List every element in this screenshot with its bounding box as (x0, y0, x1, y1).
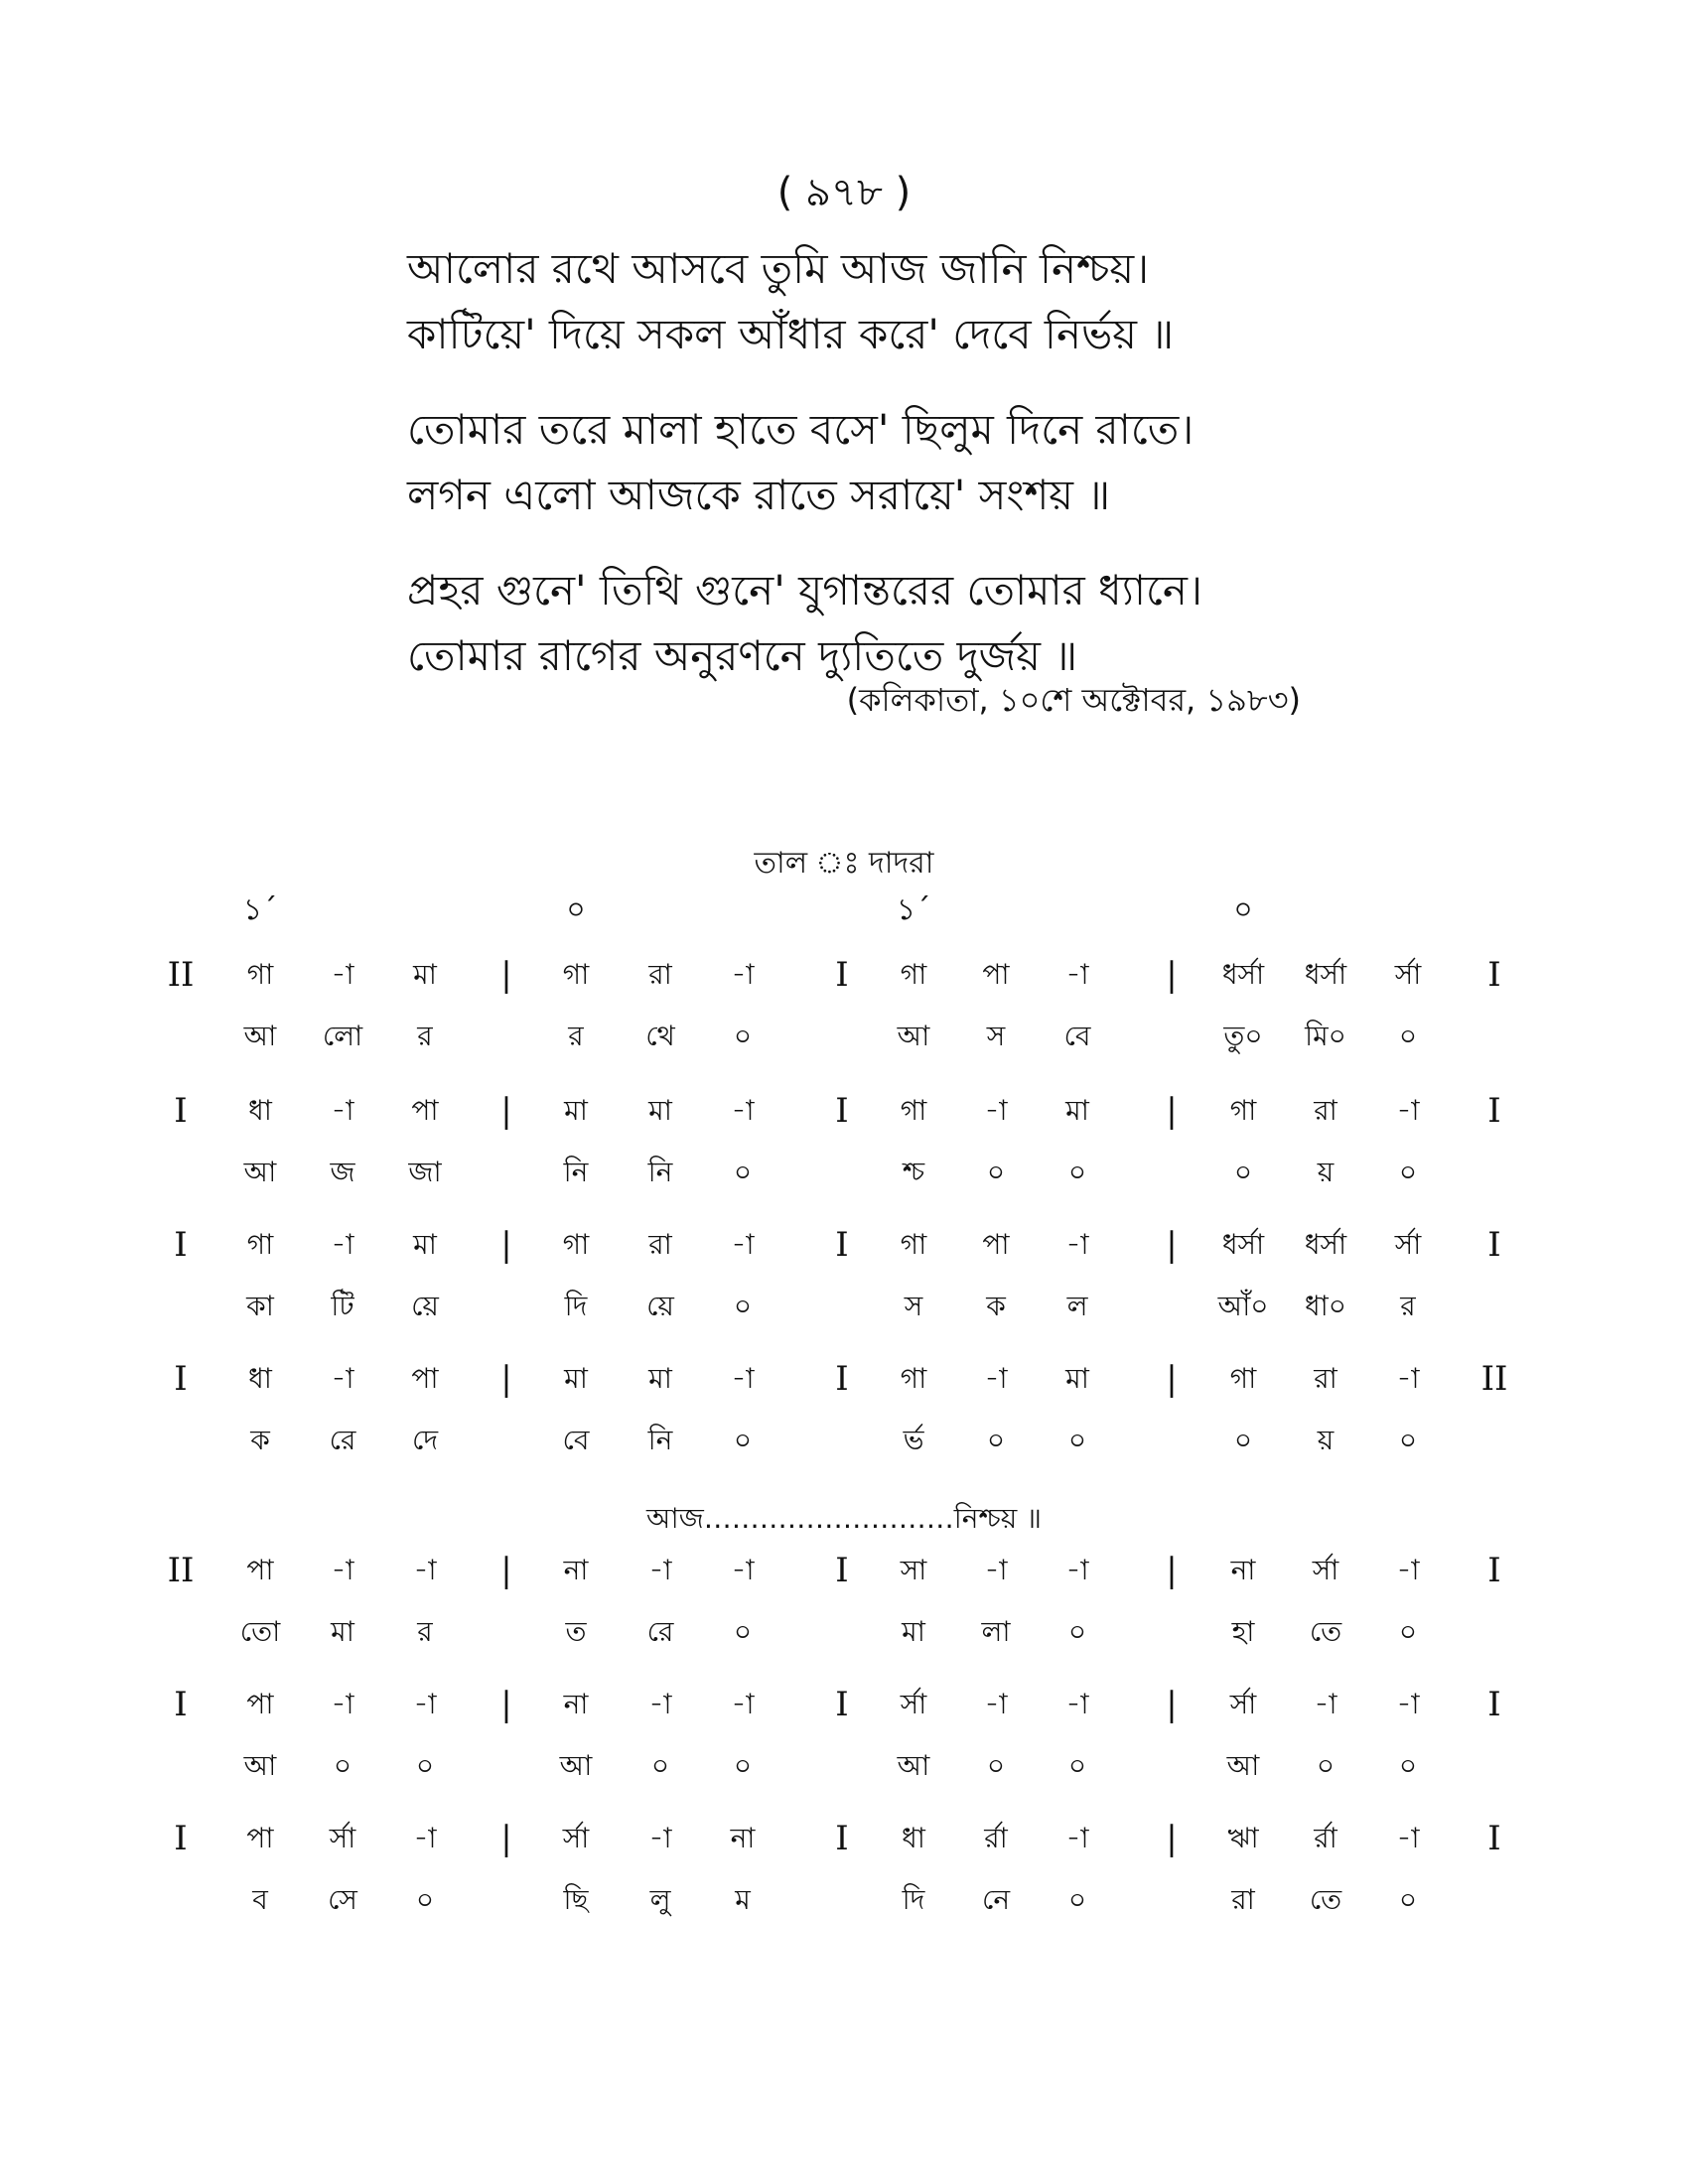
swara-cell: না (563, 1688, 589, 1720)
lyric-syllable: হা (1231, 1615, 1255, 1648)
lyric-syllable: মা (331, 1615, 354, 1648)
lyric-syllable: নি (563, 1156, 589, 1188)
swara-cell: ধর্সা (1221, 958, 1265, 991)
lyric-syllable: নি (647, 1424, 673, 1456)
lyric-syllable: নি (647, 1156, 673, 1188)
swara-cell: গা (1229, 1094, 1257, 1127)
row-end-bar: I (1487, 1685, 1501, 1724)
bar-line: | (500, 1551, 512, 1590)
bar-line: | (500, 1359, 512, 1399)
lyric-syllable: ম (735, 1883, 751, 1916)
swara-cell: মা (564, 1094, 588, 1127)
lyric-syllable: ল (1066, 1290, 1088, 1322)
lyric-syllable: আ (243, 1156, 277, 1188)
lyric-syllable: ০ (986, 1424, 1006, 1456)
swara-cell: পা (411, 1362, 439, 1395)
lyric-syllable: মা (902, 1615, 925, 1648)
lyric-syllable: ০ (1233, 1424, 1253, 1456)
lyric-syllable: রা (1231, 1883, 1255, 1916)
swara-cell: মা (1065, 1362, 1089, 1395)
lyric-syllable: ০ (1398, 1156, 1418, 1188)
lyric-syllable: শ্চ (902, 1156, 925, 1188)
lyric-syllable: ত (565, 1615, 587, 1648)
lyric-line: লগন এলো আজকে রাতে সরায়ে' সংশয় ॥ (407, 471, 1111, 519)
swara-cell: রা (1314, 1362, 1337, 1395)
swara-cell: ধর্সা (1221, 1228, 1265, 1261)
lyric-syllable: লো (322, 1020, 363, 1052)
bar-line: | (1166, 1091, 1178, 1131)
swara-cell: ধা (248, 1362, 272, 1395)
bar-line: | (500, 1091, 512, 1131)
swara-cell: -া (1396, 1094, 1420, 1127)
lyric-syllable: র (1400, 1290, 1416, 1322)
swara-cell: পা (411, 1094, 439, 1127)
lyric-syllable: ০ (333, 1749, 352, 1782)
swara-cell: -া (648, 1554, 672, 1586)
swara-cell: -া (413, 1554, 437, 1586)
swara-cell: গা (246, 958, 274, 991)
lyric-syllable: ০ (733, 1424, 753, 1456)
lyric-line: কাটিয়ে' দিয়ে সকল আঁধার করে' দেবে নির্ভয় ॥ (407, 310, 1175, 358)
beat-mark: ১´ (242, 892, 278, 927)
tala-title: তাল ঃ দাদরা (754, 846, 934, 881)
swara-cell: -া (984, 1554, 1008, 1586)
lyric-syllable: আঁ০ (1217, 1290, 1269, 1322)
lyric-syllable: ০ (415, 1883, 435, 1916)
swara-cell: রা (648, 1228, 672, 1261)
swara-cell: -া (331, 1362, 354, 1395)
lyric-syllable: বে (562, 1424, 590, 1456)
swara-cell: র্সা (1394, 958, 1422, 991)
swara-cell: পা (246, 1688, 274, 1720)
lyric-syllable: ০ (1233, 1156, 1253, 1188)
swara-cell: গা (246, 1228, 274, 1261)
swara-cell: -া (1396, 1822, 1420, 1854)
antara-note: আজ………………………নিশ্চয় ॥ (646, 1502, 1042, 1535)
lyric-syllable: তু০ (1223, 1020, 1263, 1052)
row-start-bar: I (174, 1091, 188, 1131)
row-start-bar: I (174, 1225, 188, 1265)
swara-cell: মা (648, 1362, 672, 1395)
swara-cell: মা (648, 1094, 672, 1127)
lyric-syllable: য় (1317, 1156, 1335, 1188)
bar-line: | (1166, 1359, 1178, 1399)
bar-line: | (500, 1685, 512, 1724)
row-start-bar: II (167, 1551, 195, 1590)
beat-mark: ০ (566, 892, 586, 927)
bar-line: I (835, 1685, 849, 1724)
swara-cell: গা (562, 1228, 590, 1261)
row-end-bar: I (1487, 1551, 1501, 1590)
swara-cell: -া (984, 1362, 1008, 1395)
lyric-syllable: ০ (1398, 1020, 1418, 1052)
lyric-syllable: সে (328, 1883, 357, 1916)
swara-cell: গা (900, 1362, 927, 1395)
bar-line: | (500, 955, 512, 995)
lyric-syllable: ০ (1398, 1615, 1418, 1648)
swara-cell: -া (331, 1094, 354, 1127)
row-start-bar: I (174, 1685, 188, 1724)
swara-cell: ধা (248, 1094, 272, 1127)
swara-cell: গা (900, 1094, 927, 1127)
swara-cell: -া (413, 1688, 437, 1720)
lyric-syllable: ০ (1398, 1749, 1418, 1782)
swara-cell: -া (1065, 1688, 1089, 1720)
swara-cell: গা (900, 958, 927, 991)
lyric-line: তোমার তরে মালা হাতে বসে' ছিলুম দিনে রাতে। (407, 405, 1195, 454)
swara-cell: ধর্সা (1304, 1228, 1347, 1261)
swara-cell: না (1230, 1554, 1256, 1586)
swara-cell: র্সা (900, 1688, 927, 1720)
lyric-syllable: দি (902, 1883, 925, 1916)
lyric-syllable: কা (246, 1290, 274, 1322)
lyric-syllable: ক (250, 1424, 270, 1456)
swara-cell: রা (1314, 1094, 1337, 1127)
lyric-syllable: রে (329, 1424, 356, 1456)
lyric-syllable: ০ (1398, 1424, 1418, 1456)
swara-cell: -া (731, 1688, 755, 1720)
lyric-syllable: রে (646, 1615, 674, 1648)
bar-line: | (1166, 1551, 1178, 1590)
lyric-syllable: ০ (1067, 1883, 1087, 1916)
lyric-syllable: ০ (1067, 1156, 1087, 1188)
lyric-syllable: র (568, 1020, 584, 1052)
swara-cell: -া (648, 1688, 672, 1720)
swara-cell: মা (413, 958, 437, 991)
swara-cell: -া (331, 1688, 354, 1720)
lyric-syllable: টি (331, 1290, 354, 1322)
lyric-syllable: ক (986, 1290, 1006, 1322)
bar-line: I (835, 1225, 849, 1265)
swara-cell: -া (731, 1228, 755, 1261)
lyric-syllable: য়ে (646, 1290, 674, 1322)
lyric-syllable: ০ (1067, 1749, 1087, 1782)
row-start-bar: II (167, 955, 195, 995)
swara-cell: -া (648, 1822, 672, 1854)
lyric-syllable: ০ (986, 1156, 1006, 1188)
swara-cell: না (730, 1822, 756, 1854)
lyric-syllable: আ (897, 1020, 930, 1052)
swara-cell: -া (731, 1094, 755, 1127)
lyric-syllable: আ (559, 1749, 593, 1782)
swara-cell: পা (982, 1228, 1010, 1261)
swara-cell: গা (1229, 1362, 1257, 1395)
swara-cell: -া (331, 1554, 354, 1586)
lyric-syllable: ০ (1398, 1883, 1418, 1916)
lyric-syllable: লা (981, 1615, 1011, 1648)
swara-cell: পা (246, 1554, 274, 1586)
swara-cell: রা (648, 958, 672, 991)
swara-cell: -া (1065, 1554, 1089, 1586)
swara-cell: -া (1396, 1362, 1420, 1395)
lyric-syllable: ০ (415, 1749, 435, 1782)
swara-cell: গা (562, 958, 590, 991)
lyric-syllable: ০ (733, 1156, 753, 1188)
swara-cell: পা (246, 1822, 274, 1854)
lyric-syllable: জা (408, 1156, 442, 1188)
lyric-syllable: ০ (1067, 1615, 1087, 1648)
lyric-syllable: ০ (733, 1290, 753, 1322)
bar-line: I (835, 1359, 849, 1399)
lyric-syllable: আ (897, 1749, 930, 1782)
swara-cell: -া (413, 1822, 437, 1854)
swara-cell: র্রা (1314, 1822, 1337, 1854)
lyric-line: প্রহর গুনে' তিথি গুনে' যুগান্তরের তোমার ধ্যানে। (407, 566, 1202, 614)
swara-cell: -া (731, 1362, 755, 1395)
row-start-bar: I (174, 1359, 188, 1399)
swara-cell: র্সা (562, 1822, 590, 1854)
swara-cell: -া (1396, 1554, 1420, 1586)
swara-cell: ধর্সা (1304, 958, 1347, 991)
lyric-syllable: দে (411, 1424, 439, 1456)
lyric-syllable: ০ (650, 1749, 670, 1782)
swara-cell: র্সা (1312, 1554, 1339, 1586)
swara-cell: -া (1065, 1228, 1089, 1261)
lyric-syllable: আ (243, 1020, 277, 1052)
swara-cell: -া (331, 958, 354, 991)
lyric-syllable: য় (1317, 1424, 1335, 1456)
bar-line: | (500, 1819, 512, 1858)
lyric-syllable: ছি (563, 1883, 589, 1916)
lyric-syllable: লু (649, 1883, 671, 1916)
lyric-syllable: বে (1063, 1020, 1091, 1052)
swara-cell: -া (984, 1094, 1008, 1127)
lyric-syllable: মি০ (1305, 1020, 1346, 1052)
bar-line: I (835, 1091, 849, 1131)
swara-cell: -া (731, 958, 755, 991)
lyric-syllable: ০ (733, 1615, 753, 1648)
lyric-syllable: স (904, 1290, 923, 1322)
swara-cell: ধা (902, 1822, 925, 1854)
lyric-syllable: ০ (1316, 1749, 1336, 1782)
lyric-syllable: র (417, 1020, 433, 1052)
lyric-syllable: স (986, 1020, 1006, 1052)
lyric-syllable: ০ (733, 1020, 753, 1052)
lyric-syllable: তে (1309, 1883, 1342, 1916)
lyric-syllable: থে (645, 1020, 675, 1052)
lyric-syllable: ০ (986, 1749, 1006, 1782)
bar-line: I (835, 955, 849, 995)
lyric-syllable: র (417, 1615, 433, 1648)
swara-cell: র্সা (1394, 1228, 1422, 1261)
swara-cell: মা (564, 1362, 588, 1395)
beat-mark: ০ (1233, 892, 1253, 927)
lyric-syllable: দি (564, 1290, 588, 1322)
swara-cell: মা (413, 1228, 437, 1261)
beat-mark: ১´ (896, 892, 931, 927)
swara-cell: -া (1396, 1688, 1420, 1720)
swara-cell: না (563, 1554, 589, 1586)
swara-cell: মা (1065, 1094, 1089, 1127)
swara-cell: র্সা (329, 1822, 356, 1854)
swara-cell: -া (1065, 958, 1089, 991)
swara-cell: পা (982, 958, 1010, 991)
lyric-syllable: জ (330, 1156, 355, 1188)
swara-cell: সা (900, 1554, 927, 1586)
lyric-syllable: আ (1226, 1749, 1260, 1782)
bar-line: I (835, 1819, 849, 1858)
swara-cell: র্রা (984, 1822, 1008, 1854)
lyric-syllable: র্ভ (903, 1424, 924, 1456)
row-end-bar: I (1487, 1225, 1501, 1265)
swara-cell: -া (731, 1554, 755, 1586)
swara-cell: র্সা (1229, 1688, 1257, 1720)
lyric-syllable: তে (1309, 1615, 1342, 1648)
lyric-syllable: ০ (733, 1749, 753, 1782)
colophon: (কলিকাতা, ১০শে অক্টোবর, ১৯৮৩) (846, 681, 1301, 719)
bar-line: | (1166, 1225, 1178, 1265)
lyric-syllable: ০ (1067, 1424, 1087, 1456)
bar-line: | (1166, 1685, 1178, 1724)
swara-cell: গা (900, 1228, 927, 1261)
row-start-bar: I (174, 1819, 188, 1858)
lyric-syllable: তো (239, 1615, 281, 1648)
row-end-bar: II (1480, 1359, 1508, 1399)
lyric-syllable: নে (981, 1883, 1011, 1916)
page-number: ( ৯৭৮ ) (776, 170, 912, 215)
lyric-syllable: আ (243, 1749, 277, 1782)
lyric-syllable: য়ে (411, 1290, 439, 1322)
swara-cell: -া (984, 1688, 1008, 1720)
swara-cell: -া (1314, 1688, 1337, 1720)
swara-cell: ঋা (1227, 1822, 1259, 1854)
bar-line: | (1166, 955, 1178, 995)
bar-line: I (835, 1551, 849, 1590)
bar-line: | (500, 1225, 512, 1265)
row-end-bar: I (1487, 955, 1501, 995)
swara-cell: -া (1065, 1822, 1089, 1854)
lyric-syllable: ধা০ (1304, 1290, 1347, 1322)
lyric-line: তোমার রাগের অনুরণনে দ্যুতিতে দুর্জয় ॥ (407, 631, 1078, 680)
lyric-syllable: ব (252, 1883, 268, 1916)
row-end-bar: I (1487, 1091, 1501, 1131)
row-end-bar: I (1487, 1819, 1501, 1858)
swara-cell: -া (331, 1228, 354, 1261)
lyric-line: আলোর রথে আসবে তুমি আজ জানি নিশ্চয়। (407, 244, 1150, 293)
bar-line: | (1166, 1819, 1178, 1858)
